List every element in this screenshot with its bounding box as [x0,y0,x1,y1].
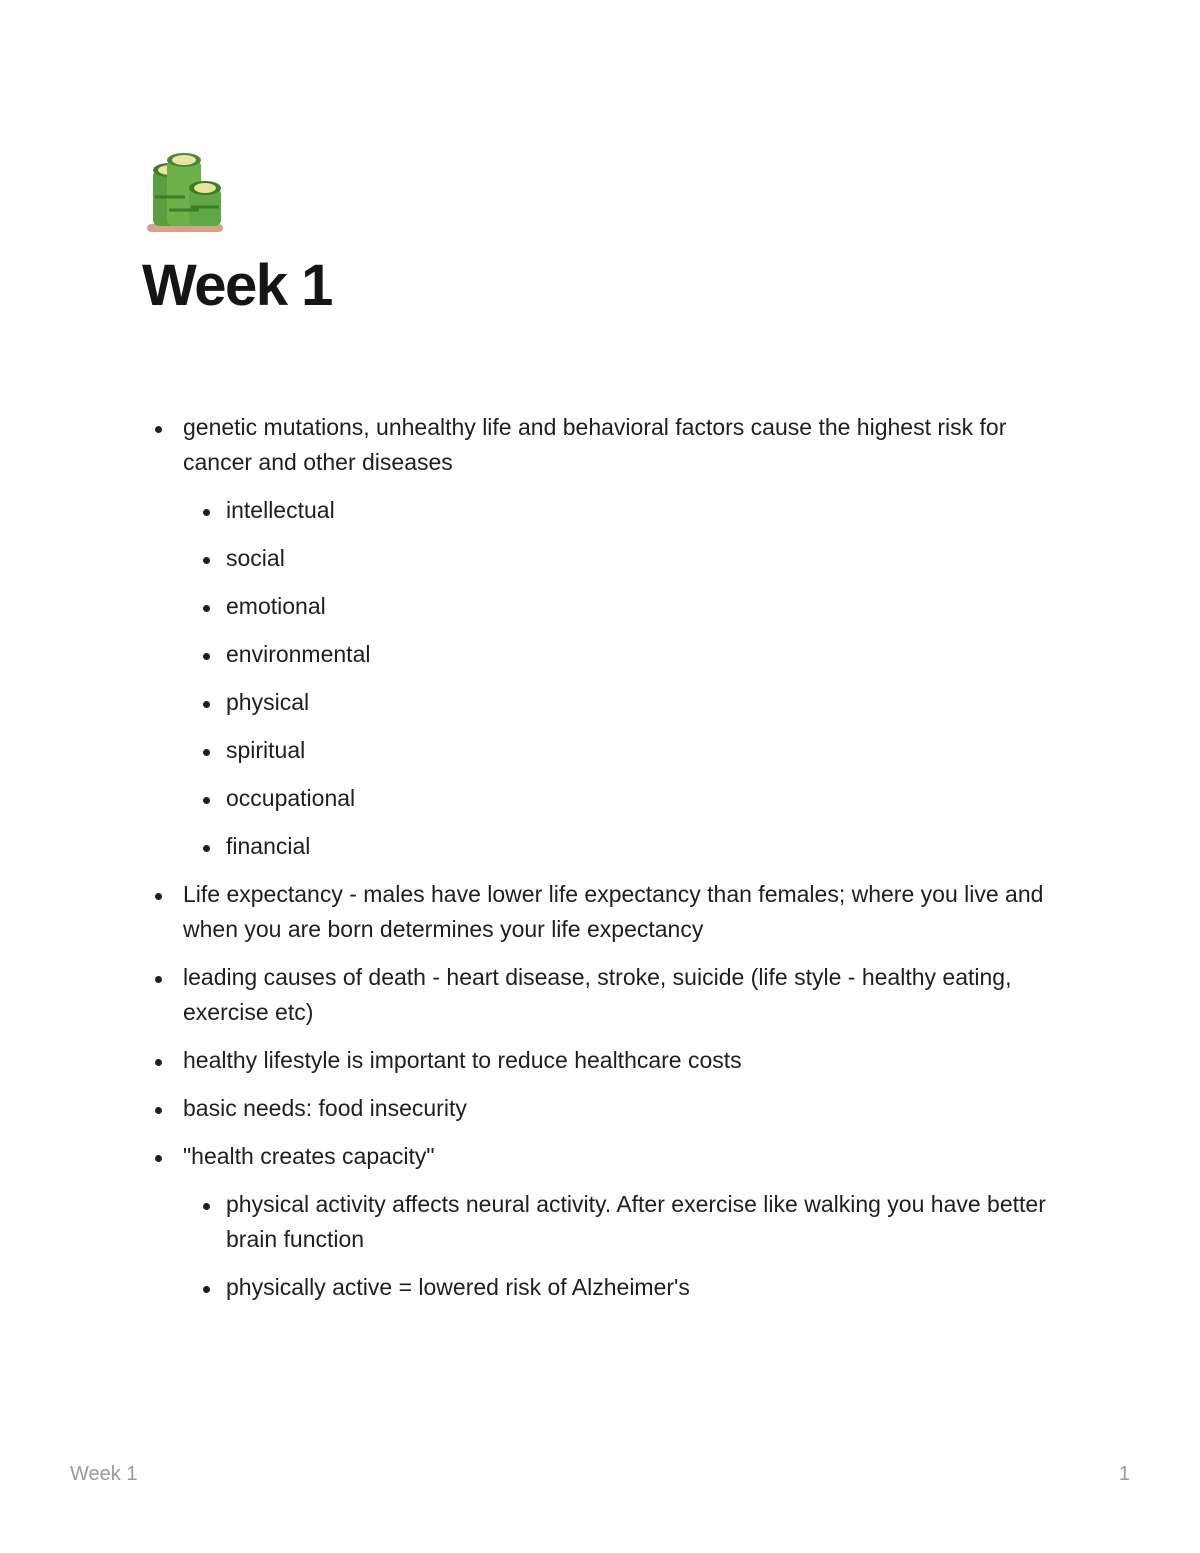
page-title: Week 1 [142,253,332,318]
bullet-icon [203,557,210,564]
list-item [145,1043,1075,1078]
sub-list-item-text: physical activity affects neural activity. After exercise like walking you have better brain function [226,1191,1046,1252]
sub-list-item-text: spiritual [226,737,306,763]
bullet-icon [203,797,210,804]
bullet-icon [203,605,210,612]
bullet-icon [155,1155,162,1162]
bullet-icon [203,653,210,660]
sub-list-item [188,781,1075,816]
bullet-icon [203,701,210,708]
bullet-icon [155,1059,162,1066]
list-item-text: genetic mutations, unhealthy life and behavioral factors cause the highest risk for cancer and other diseases [183,414,1007,475]
bullet-icon [155,976,162,983]
footer-doc-title: Week 1 [70,1463,138,1485]
bullet-icon [203,845,210,852]
bamboo-icon [145,152,227,236]
sub-list [183,493,1075,864]
bullet-icon [155,426,162,433]
list-item-text: "health creates capacity" [183,1143,435,1169]
sub-list-item-text: physical [226,689,310,715]
list-item [145,1091,1075,1126]
sub-list-item-text: physically active = lowered risk of Alzheimer's [226,1274,690,1300]
bullet-icon [203,749,210,756]
bullet-list [145,410,1075,1318]
list-item-text: Life expectancy - males have lower life expectancy than females; where you live and when you are born determines your life expectancy [183,881,1044,942]
sub-list-item [188,685,1075,720]
sub-list-item-text: environmental [226,641,371,667]
list-item [145,1139,1075,1305]
bullet-icon [203,1286,210,1293]
sub-list-item [188,1270,1075,1305]
sub-list-item [188,733,1075,768]
list-item-text: basic needs: food insecurity [183,1095,467,1121]
sub-list-item-text: emotional [226,593,326,619]
bullet-icon [155,893,162,900]
sub-list-item [188,829,1075,864]
list-item-text: healthy lifestyle is important to reduce healthcare costs [183,1047,742,1073]
bullet-icon [203,509,210,516]
sub-list-item-text: social [226,545,285,571]
sub-list-item [188,589,1075,624]
sub-list-item [188,493,1075,528]
sub-list-item-text: financial [226,833,311,859]
list-item-text: leading causes of death - heart disease, stroke, suicide (life style - healthy eating, exercise etc) [183,964,1012,1025]
bullet-icon [203,1203,210,1210]
list-item [145,960,1075,1030]
sub-list-item [188,637,1075,672]
sub-list-item-text: occupational [226,785,356,811]
bullet-icon [155,1107,162,1114]
list-item [145,877,1075,947]
sub-list-item [188,541,1075,576]
sub-list [183,1187,1075,1305]
list-item [145,410,1075,864]
footer-page-number: 1 [1118,1463,1130,1485]
sub-list-item [188,1187,1075,1257]
sub-list-item-text: intellectual [226,497,335,523]
